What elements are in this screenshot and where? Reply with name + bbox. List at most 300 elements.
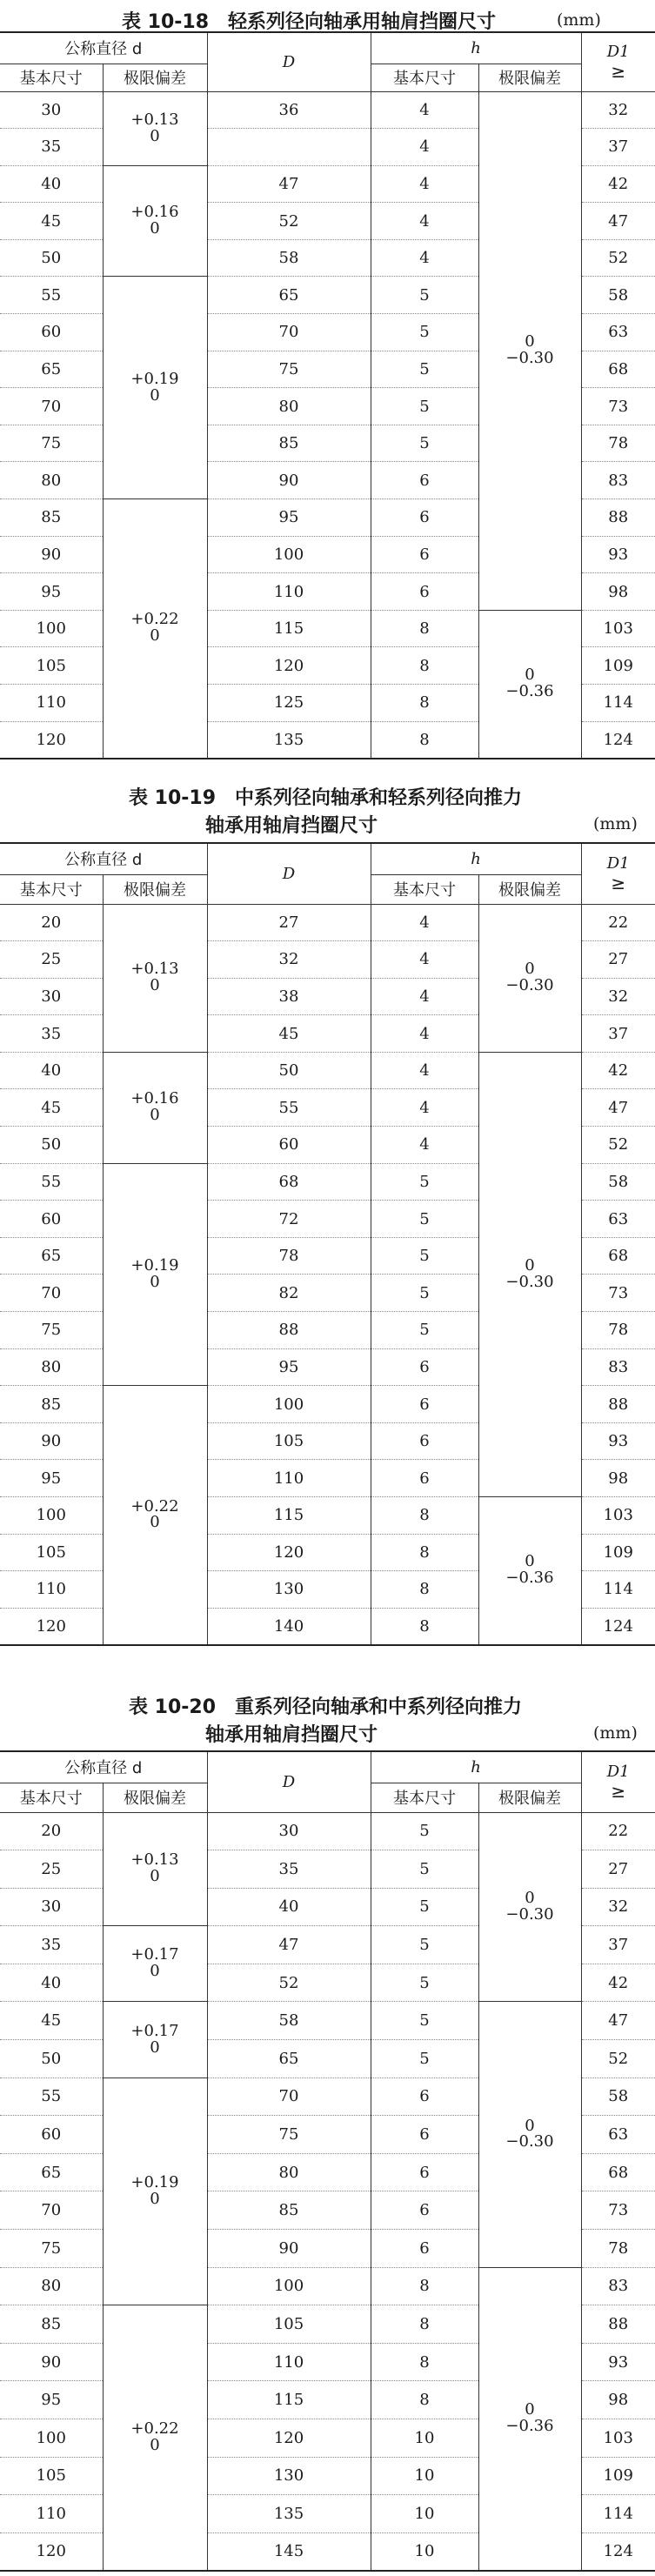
- cell-D: 55: [207, 1089, 371, 1127]
- cell-D1: 42: [581, 1964, 655, 2002]
- d-tolerance-value-upper: +0.16: [130, 203, 179, 222]
- cell-D: 100: [207, 536, 371, 573]
- cell-d-basic: 105: [0, 647, 103, 685]
- header-nominal-diameter: 公称直径 d: [0, 843, 207, 874]
- h-tolerance-value: [505, 1554, 553, 1587]
- d-tolerance-value: [130, 112, 178, 145]
- caption-line: 轴承用轴肩挡圈尺寸: [205, 815, 378, 837]
- h-tolerance-value-lower: −0.30: [505, 2132, 554, 2151]
- cell-d-tolerance: [103, 904, 207, 1052]
- cell-h-basic: 5: [371, 1888, 478, 1926]
- cell-d-basic: 65: [0, 2153, 103, 2191]
- cell-D1: 32: [581, 1888, 655, 1926]
- h-tolerance-value-upper: 0: [525, 1552, 535, 1571]
- cell-D: 58: [207, 2002, 371, 2040]
- header-h-tolerance: 极限偏差: [478, 1783, 581, 1812]
- header-row-1: [0, 843, 655, 874]
- cell-h-basic: 10: [371, 2533, 478, 2571]
- cell-D: 100: [207, 2267, 371, 2305]
- cell-h-basic: 5: [371, 1312, 478, 1349]
- d-tolerance-value-lower: 0: [150, 1962, 160, 1981]
- cell-d-basic: 45: [0, 1089, 103, 1127]
- cell-d-basic: 25: [0, 941, 103, 979]
- cell-d-tolerance: [103, 1163, 207, 1386]
- cell-D1: 109: [581, 2457, 655, 2495]
- header-d-tolerance: 极限偏差: [103, 874, 207, 904]
- cell-D: 85: [207, 2191, 371, 2230]
- table-row: [0, 2267, 655, 2305]
- caption-line: 表 10-20 重系列径向轴承和中系列径向推力: [129, 1696, 523, 1718]
- cell-h-basic: 6: [371, 1386, 478, 1423]
- cell-D: 135: [207, 721, 371, 759]
- cell-d-basic: 110: [0, 685, 103, 722]
- cell-h-basic: 4: [371, 1015, 478, 1053]
- cell-d-basic: 25: [0, 1850, 103, 1889]
- d-tolerance-value: [130, 961, 178, 994]
- cell-D1: 78: [581, 2230, 655, 2268]
- caption-line: 轴承用轴肩挡圈尺寸: [205, 1724, 378, 1746]
- cell-d-basic: 75: [0, 425, 103, 462]
- cell-D: 80: [207, 2153, 371, 2191]
- cell-h-basic: 4: [371, 1052, 478, 1089]
- cell-h-tolerance: [478, 610, 581, 758]
- h-tolerance-value: [505, 1890, 553, 1924]
- cell-h-basic: 4: [371, 239, 478, 277]
- cell-D1: 124: [581, 721, 655, 759]
- cell-h-basic: 5: [371, 1237, 478, 1275]
- cell-d-basic: 35: [0, 1015, 103, 1053]
- table-caption: [0, 1692, 655, 1753]
- unit-label: (mm): [593, 814, 638, 833]
- cell-h-basic: 5: [371, 314, 478, 351]
- cell-d-basic: 60: [0, 2116, 103, 2154]
- cell-d-basic: 70: [0, 1275, 103, 1312]
- cell-d-basic: 65: [0, 351, 103, 388]
- cell-D: 90: [207, 462, 371, 499]
- cell-d-basic: 55: [0, 2078, 103, 2116]
- cell-d-basic: 80: [0, 2267, 103, 2305]
- cell-d-basic: 105: [0, 2457, 103, 2495]
- cell-d-basic: 55: [0, 1163, 103, 1201]
- cell-D1: 98: [581, 2381, 655, 2419]
- d-tolerance-value-upper: +0.22: [130, 2419, 179, 2439]
- cell-D: 130: [207, 2457, 371, 2495]
- cell-d-basic: 30: [0, 1888, 103, 1926]
- cell-h-basic: 5: [371, 1850, 478, 1889]
- cell-D1: 88: [581, 2305, 655, 2344]
- header-h: h: [371, 843, 581, 874]
- cell-D1: 83: [581, 462, 655, 499]
- d-tolerance-value-lower: 0: [150, 126, 160, 145]
- d-tolerance-value-lower: 0: [150, 976, 160, 995]
- header-h-basic: 基本尺寸: [371, 1783, 478, 1812]
- cell-D1: 22: [581, 904, 655, 941]
- header-D1-min: ≥: [611, 872, 626, 893]
- table-body: [0, 904, 655, 1645]
- cell-d-basic: 40: [0, 1052, 103, 1089]
- cell-D: 85: [207, 425, 371, 462]
- cell-h-basic: 4: [371, 978, 478, 1015]
- cell-D1: 27: [581, 941, 655, 979]
- d-tolerance-value: [130, 371, 178, 405]
- cell-D1: 114: [581, 2495, 655, 2533]
- cell-d-basic: 75: [0, 2230, 103, 2268]
- cell-d-tolerance: [103, 499, 207, 759]
- cell-d-basic: 50: [0, 2040, 103, 2078]
- header-nominal-diameter: 公称直径 d: [0, 1751, 207, 1783]
- cell-d-basic: 80: [0, 462, 103, 499]
- table-body: [0, 1812, 655, 2571]
- cell-D: 120: [207, 647, 371, 685]
- caption-line: 表 10-19 中系列径向轴承和轻系列径向推力: [129, 787, 523, 809]
- cell-h-basic: 8: [371, 2343, 478, 2381]
- cell-D1: 47: [581, 2002, 655, 2040]
- cell-D: 36: [207, 91, 371, 129]
- h-tolerance-value: [505, 1255, 554, 1291]
- cell-h-basic: 6: [371, 536, 478, 573]
- h-tolerance-value-lower: −0.36: [505, 682, 554, 701]
- h-tolerance-value-upper: 0: [525, 2116, 535, 2135]
- cell-D: 110: [207, 1460, 371, 1497]
- cell-d-basic: 55: [0, 277, 103, 314]
- d-tolerance-value-upper: +0.22: [130, 1496, 179, 1515]
- cell-h-basic: 8: [371, 1608, 478, 1645]
- cell-d-basic: 50: [0, 239, 103, 277]
- cell-D: 130: [207, 1571, 371, 1609]
- cell-d-basic: 35: [0, 129, 103, 166]
- header-D1: [581, 32, 655, 91]
- cell-h-basic: 10: [371, 2419, 478, 2458]
- cell-d-basic: 95: [0, 1460, 103, 1497]
- h-tolerance-value: [505, 334, 553, 367]
- h-tolerance-value-upper: 0: [525, 1889, 535, 1908]
- cell-d-basic: 75: [0, 1312, 103, 1349]
- h-tolerance-value-upper: 0: [525, 332, 535, 351]
- cell-D1: 47: [581, 203, 655, 240]
- d-tolerance-value-upper: +0.19: [130, 1255, 179, 1275]
- cell-d-basic: 110: [0, 2495, 103, 2533]
- cell-h-basic: 5: [371, 425, 478, 462]
- cell-h-basic: 8: [371, 1497, 478, 1535]
- cell-d-basic: 85: [0, 1386, 103, 1423]
- cell-d-tolerance: [103, 2002, 207, 2078]
- cell-h-basic: 6: [371, 2153, 478, 2191]
- d-tolerance-value: [130, 204, 178, 238]
- cell-D: 145: [207, 2533, 371, 2571]
- cell-h-basic: 6: [371, 1348, 478, 1386]
- cell-D1: 78: [581, 425, 655, 462]
- cell-h-tolerance: [478, 904, 581, 1052]
- header-D: D: [207, 1751, 371, 1812]
- cell-D1: 109: [581, 647, 655, 685]
- d-tolerance-value-upper: +0.16: [130, 1089, 179, 1108]
- cell-D: 80: [207, 388, 371, 425]
- cell-h-basic: 4: [371, 91, 478, 129]
- unit-label: (mm): [557, 10, 601, 30]
- cell-h-basic: 8: [371, 2267, 478, 2305]
- cell-d-basic: 85: [0, 499, 103, 537]
- cell-D1: 58: [581, 1163, 655, 1201]
- header-D: D: [207, 843, 371, 904]
- cell-D1: 103: [581, 610, 655, 647]
- cell-D: 35: [207, 1850, 371, 1889]
- header-D1-symbol: D1: [606, 853, 630, 873]
- cell-D1: 73: [581, 2191, 655, 2230]
- cell-d-basic: 40: [0, 1964, 103, 2002]
- cell-h-basic: 6: [371, 2078, 478, 2116]
- cell-D: 78: [207, 1237, 371, 1275]
- cell-h-basic: 6: [371, 2230, 478, 2268]
- cell-d-basic: 120: [0, 1608, 103, 1645]
- d-tolerance-value-upper: +0.22: [130, 610, 179, 629]
- table-row: [0, 904, 655, 941]
- cell-d-basic: 100: [0, 2419, 103, 2458]
- cell-d-tolerance: [103, 277, 207, 499]
- h-tolerance-value-lower: −0.36: [505, 2417, 554, 2436]
- cell-D1: 37: [581, 1926, 655, 1964]
- cell-h-basic: 6: [371, 2116, 478, 2154]
- cell-d-tolerance: [103, 165, 207, 277]
- cell-D1: 93: [581, 536, 655, 573]
- cell-D1: 68: [581, 1237, 655, 1275]
- h-tolerance-value-upper: 0: [525, 2400, 535, 2419]
- cell-D: 110: [207, 573, 371, 611]
- cell-D: 45: [207, 1015, 371, 1053]
- cell-d-basic: 90: [0, 1422, 103, 1460]
- cell-d-basic: 20: [0, 904, 103, 941]
- d-tolerance-value: [130, 1852, 178, 1885]
- dimension-table: [0, 31, 655, 759]
- header-d-tolerance: 极限偏差: [103, 64, 207, 91]
- table-body: [0, 91, 655, 759]
- table-row: [0, 1812, 655, 1850]
- cell-h-basic: 5: [371, 1163, 478, 1201]
- table-row: [0, 610, 655, 647]
- d-tolerance-value-lower: 0: [150, 2037, 160, 2057]
- cell-d-basic: 65: [0, 1237, 103, 1275]
- cell-D: 68: [207, 1163, 371, 1201]
- cell-D1: 27: [581, 1850, 655, 1889]
- cell-D1: 109: [581, 1534, 655, 1571]
- cell-D: 105: [207, 2305, 371, 2344]
- cell-D: [207, 129, 371, 166]
- cell-h-basic: 6: [371, 462, 478, 499]
- header-D1-symbol: D1: [606, 1762, 630, 1781]
- cell-h-basic: 5: [371, 1275, 478, 1312]
- cell-h-tolerance: [478, 2002, 581, 2267]
- cell-D: 38: [207, 978, 371, 1015]
- cell-h-tolerance: [478, 91, 581, 610]
- cell-D1: 22: [581, 1812, 655, 1850]
- cell-D1: 93: [581, 1422, 655, 1460]
- d-tolerance-value: [130, 1255, 179, 1291]
- cell-D: 40: [207, 1888, 371, 1926]
- header-D1: [581, 843, 655, 904]
- cell-d-basic: 40: [0, 165, 103, 203]
- table-caption: [0, 783, 655, 844]
- cell-d-basic: 120: [0, 2533, 103, 2571]
- header-h: h: [371, 32, 581, 64]
- cell-D1: 37: [581, 1015, 655, 1053]
- cell-h-basic: 6: [371, 1422, 478, 1460]
- header-row-1: [0, 32, 655, 64]
- cell-d-tolerance: [103, 1386, 207, 1645]
- d-tolerance-value-upper: +0.17: [130, 2021, 179, 2040]
- d-tolerance-value-upper: +0.19: [130, 2172, 179, 2191]
- cell-h-basic: 8: [371, 2305, 478, 2344]
- cell-D: 70: [207, 2078, 371, 2116]
- cell-d-basic: 20: [0, 1812, 103, 1850]
- cell-d-basic: 120: [0, 721, 103, 759]
- header-D1: [581, 1751, 655, 1812]
- cell-d-tolerance: [103, 91, 207, 165]
- cell-D: 27: [207, 904, 371, 941]
- table-row: [0, 1052, 655, 1089]
- h-tolerance-value-upper: 0: [525, 1255, 535, 1275]
- cell-D1: 88: [581, 1386, 655, 1423]
- cell-D: 95: [207, 499, 371, 537]
- cell-d-basic: 90: [0, 2343, 103, 2381]
- cell-h-basic: 5: [371, 2040, 478, 2078]
- d-tolerance-value: [130, 1091, 178, 1124]
- cell-h-basic: 4: [371, 129, 478, 166]
- cell-h-basic: 5: [371, 1964, 478, 2002]
- cell-D: 115: [207, 2381, 371, 2419]
- cell-D1: 42: [581, 165, 655, 203]
- cell-D1: 93: [581, 2343, 655, 2381]
- cell-d-basic: 70: [0, 2191, 103, 2230]
- h-tolerance-value: [505, 961, 553, 994]
- header-D: D: [207, 32, 371, 91]
- d-tolerance-value-lower: 0: [150, 2435, 160, 2454]
- cell-h-basic: 6: [371, 499, 478, 537]
- cell-D: 30: [207, 1812, 371, 1850]
- cell-D: 88: [207, 1312, 371, 1349]
- cell-D1: 73: [581, 1275, 655, 1312]
- d-tolerance-value-upper: +0.17: [130, 1945, 179, 1964]
- cell-d-basic: 50: [0, 1127, 103, 1164]
- cell-d-basic: 70: [0, 388, 103, 425]
- cell-D1: 98: [581, 1460, 655, 1497]
- d-tolerance-value-upper: +0.13: [130, 110, 179, 129]
- cell-d-basic: 105: [0, 1534, 103, 1571]
- dimension-table: [0, 842, 655, 1646]
- cell-d-basic: 45: [0, 2002, 103, 2040]
- d-tolerance-value-lower: 0: [150, 385, 160, 405]
- cell-D1: 52: [581, 239, 655, 277]
- cell-D: 75: [207, 2116, 371, 2154]
- cell-D: 58: [207, 239, 371, 277]
- cell-D1: 63: [581, 2116, 655, 2154]
- cell-D1: 63: [581, 314, 655, 351]
- cell-h-basic: 6: [371, 2191, 478, 2230]
- cell-h-basic: 5: [371, 277, 478, 314]
- cell-d-basic: 110: [0, 1571, 103, 1609]
- cell-D1: 37: [581, 129, 655, 166]
- cell-D: 120: [207, 2419, 371, 2458]
- h-tolerance-value-lower: −0.30: [505, 1272, 554, 1291]
- cell-h-basic: 8: [371, 721, 478, 759]
- cell-h-basic: 8: [371, 2381, 478, 2419]
- h-tolerance-value-lower: −0.30: [505, 1904, 554, 1924]
- cell-h-basic: 8: [371, 647, 478, 685]
- d-tolerance-value-upper: +0.13: [130, 1850, 179, 1870]
- cell-D: 115: [207, 610, 371, 647]
- cell-D1: 32: [581, 91, 655, 129]
- cell-D: 100: [207, 1386, 371, 1423]
- cell-h-basic: 4: [371, 941, 478, 979]
- cell-h-tolerance: [478, 1497, 581, 1645]
- cell-h-basic: 8: [371, 1534, 478, 1571]
- h-tolerance-value: [505, 2402, 553, 2435]
- cell-h-tolerance: [478, 1812, 581, 2002]
- cell-D: 90: [207, 2230, 371, 2268]
- cell-D1: 103: [581, 1497, 655, 1535]
- d-tolerance-value-lower: 0: [150, 1106, 160, 1125]
- cell-d-basic: 60: [0, 314, 103, 351]
- cell-h-basic: 8: [371, 1571, 478, 1609]
- cell-D1: 58: [581, 2078, 655, 2116]
- cell-D: 52: [207, 1964, 371, 2002]
- d-tolerance-value-upper: +0.13: [130, 960, 179, 979]
- cell-d-basic: 35: [0, 1926, 103, 1964]
- cell-D1: 124: [581, 1608, 655, 1645]
- cell-D1: 83: [581, 2267, 655, 2305]
- cell-d-basic: 80: [0, 1348, 103, 1386]
- cell-h-tolerance: [478, 2267, 581, 2571]
- cell-h-basic: 5: [371, 2002, 478, 2040]
- cell-d-tolerance: [103, 1052, 207, 1163]
- cell-D: 70: [207, 314, 371, 351]
- cell-h-basic: 10: [371, 2457, 478, 2495]
- table-header: [0, 1751, 655, 1812]
- cell-D1: 63: [581, 1201, 655, 1238]
- cell-D1: 78: [581, 1312, 655, 1349]
- cell-d-basic: 100: [0, 610, 103, 647]
- cell-D1: 32: [581, 978, 655, 1015]
- cell-D: 60: [207, 1127, 371, 1164]
- cell-h-basic: 6: [371, 573, 478, 611]
- cell-d-basic: 60: [0, 1201, 103, 1238]
- cell-D: 125: [207, 685, 371, 722]
- cell-h-basic: 8: [371, 685, 478, 722]
- cell-D1: 98: [581, 573, 655, 611]
- cell-D: 95: [207, 1348, 371, 1386]
- d-tolerance-value: [130, 2172, 179, 2208]
- header-D1-min: ≥: [611, 1780, 626, 1802]
- h-tolerance-value-lower: −0.30: [505, 976, 554, 995]
- cell-D1: 42: [581, 1052, 655, 1089]
- header-d-basic: 基本尺寸: [0, 874, 103, 904]
- cell-d-basic: 30: [0, 91, 103, 129]
- d-tolerance-value: [130, 612, 178, 645]
- cell-h-basic: 4: [371, 1089, 478, 1127]
- cell-D: 52: [207, 203, 371, 240]
- table-row: [0, 2002, 655, 2040]
- cell-d-tolerance: [103, 1926, 207, 2002]
- cell-d-basic: 95: [0, 2381, 103, 2419]
- cell-D1: 114: [581, 685, 655, 722]
- cell-D: 110: [207, 2343, 371, 2381]
- cell-d-basic: 30: [0, 978, 103, 1015]
- cell-h-basic: 5: [371, 1201, 478, 1238]
- h-tolerance-value: [505, 667, 553, 700]
- cell-d-tolerance: [103, 2305, 207, 2571]
- table-row: [0, 91, 655, 129]
- cell-D1: 88: [581, 499, 655, 537]
- cell-D: 65: [207, 2040, 371, 2078]
- d-tolerance-value: [130, 1496, 179, 1532]
